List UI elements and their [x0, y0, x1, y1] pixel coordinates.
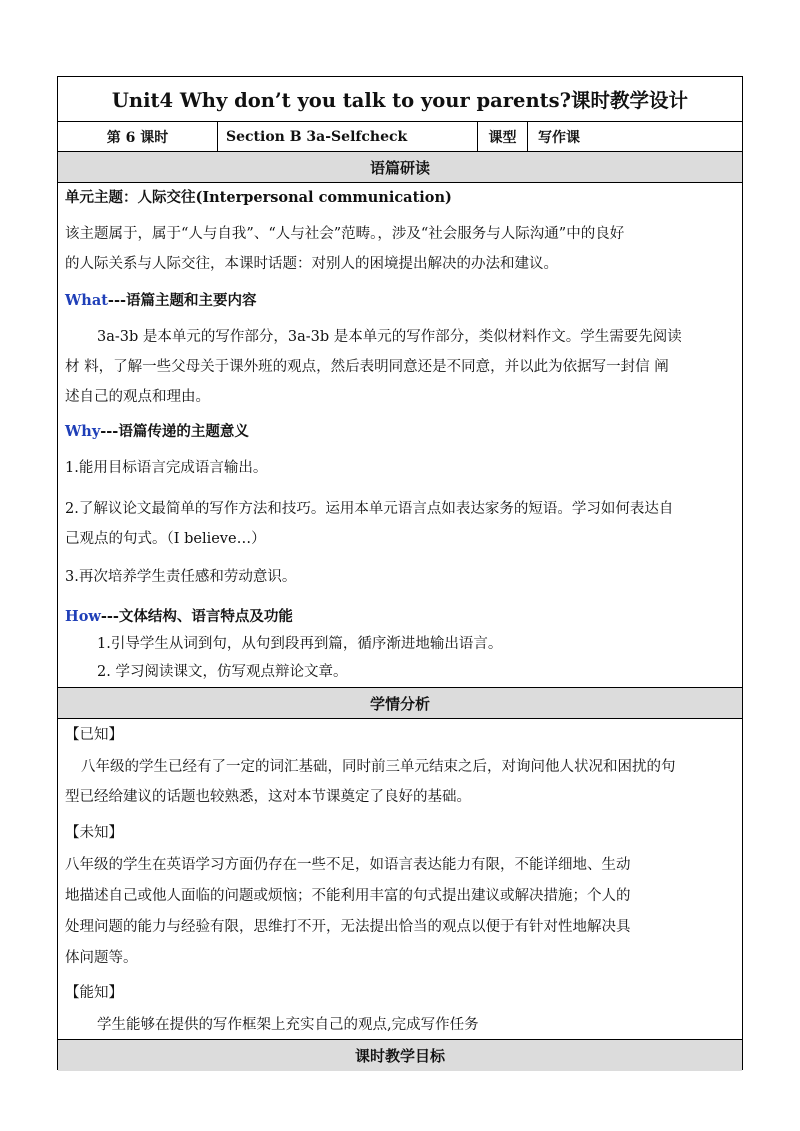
how-item: 2. 学习阅读课文，仿写观点辩论文章。 [97, 664, 348, 680]
why-item: 2.了解议论文最简单的写作方法和技巧。运用本单元语言点如表达家务的短语。学习如何表达自 [65, 501, 674, 517]
text-study-header: 语篇研读 [58, 152, 742, 183]
how-heading-text: ---文体结构、语言特点及功能 [100, 608, 293, 625]
analysis-body [58, 719, 742, 1040]
lesson-type-label: 课型 [478, 122, 528, 151]
why-item-cont: 己观点的句式。（I believe…） [65, 531, 266, 547]
why-item: 3.再次培养学生责任感和劳动意识。 [65, 569, 297, 585]
lesson-type-value: 写作课 [538, 129, 580, 146]
what-paragraph-line: 3a-3b 是本单元的写作部分，3a-3b 是本单元的写作部分，类似材料作文。学生需要先阅读 [97, 329, 682, 345]
can-line: 学生能够在提供的写作框架上充实自己的观点,完成写作任务 [97, 1017, 479, 1033]
goals-header: 课时教学目标 [58, 1040, 742, 1071]
lesson-number: 第 6 课时 [58, 122, 218, 151]
unknown-line: 体问题等。 [65, 950, 138, 966]
how-heading [65, 602, 736, 632]
unknown-label: 【未知】 [65, 825, 123, 841]
known-line: 型已经给建议的话题也较熟悉，这对本节课奠定了良好的基础。 [65, 789, 471, 805]
unknown-line: 处理问题的能力与经验有限，思维打不开，无法提出恰当的观点以便于有针对性地解决具 [65, 919, 631, 935]
analysis-header: 学情分析 [58, 688, 742, 719]
how-keyword: How [65, 608, 101, 625]
lesson-design-table [57, 76, 743, 1070]
unknown-line: 八年级的学生在英语学习方面仍存在一些不足，如语言表达能力有限，不能详细地、生动 [65, 857, 631, 873]
what-paragraph-line: 述自己的观点和理由。 [65, 389, 210, 405]
why-item: 1.能用目标语言完成语言输出。 [65, 460, 268, 476]
theme-desc-line: 的人际关系与人际交往，本课时话题：对别人的困境提出解决的办法和建议。 [65, 256, 558, 272]
meta-row [58, 122, 742, 152]
what-keyword: What [65, 292, 108, 309]
what-heading-text: ---语篇主题和主要内容 [107, 292, 257, 309]
text-study-body [58, 183, 742, 688]
known-label: 【已知】 [65, 727, 123, 743]
can-label: 【能知】 [65, 985, 123, 1001]
section-name: Section B 3a-Selfcheck [218, 122, 478, 151]
what-heading [65, 286, 736, 316]
unit-theme: 单元主题：人际交往(Interpersonal communication) [65, 189, 452, 206]
why-keyword: Why [65, 423, 101, 440]
document-title: Unit4 Why don’t you talk to your parents?课时教学设计 [58, 77, 742, 122]
why-heading [65, 417, 736, 447]
unknown-line: 地描述自己或他人面临的问题或烦恼；不能利用丰富的句式提出建议或解决措施；个人的 [65, 888, 631, 904]
how-item: 1.引导学生从词到句，从句到段再到篇，循序渐进地输出语言。 [97, 636, 503, 652]
theme-desc-line: 该主题属于，属于“人与自我”、“人与社会”范畴。，涉及“社会服务与人际沟通”中的良好 [65, 226, 625, 242]
why-heading-text: ---语篇传递的主题意义 [100, 423, 249, 440]
what-paragraph-line: 材 料，了解一些父母关于课外班的观点，然后表明同意还是不同意，并以此为依据写一封信 阐 [65, 359, 669, 375]
known-line: 八年级的学生已经有了一定的词汇基础，同时前三单元结束之后，对询问他人状况和困扰的句 [81, 759, 676, 775]
